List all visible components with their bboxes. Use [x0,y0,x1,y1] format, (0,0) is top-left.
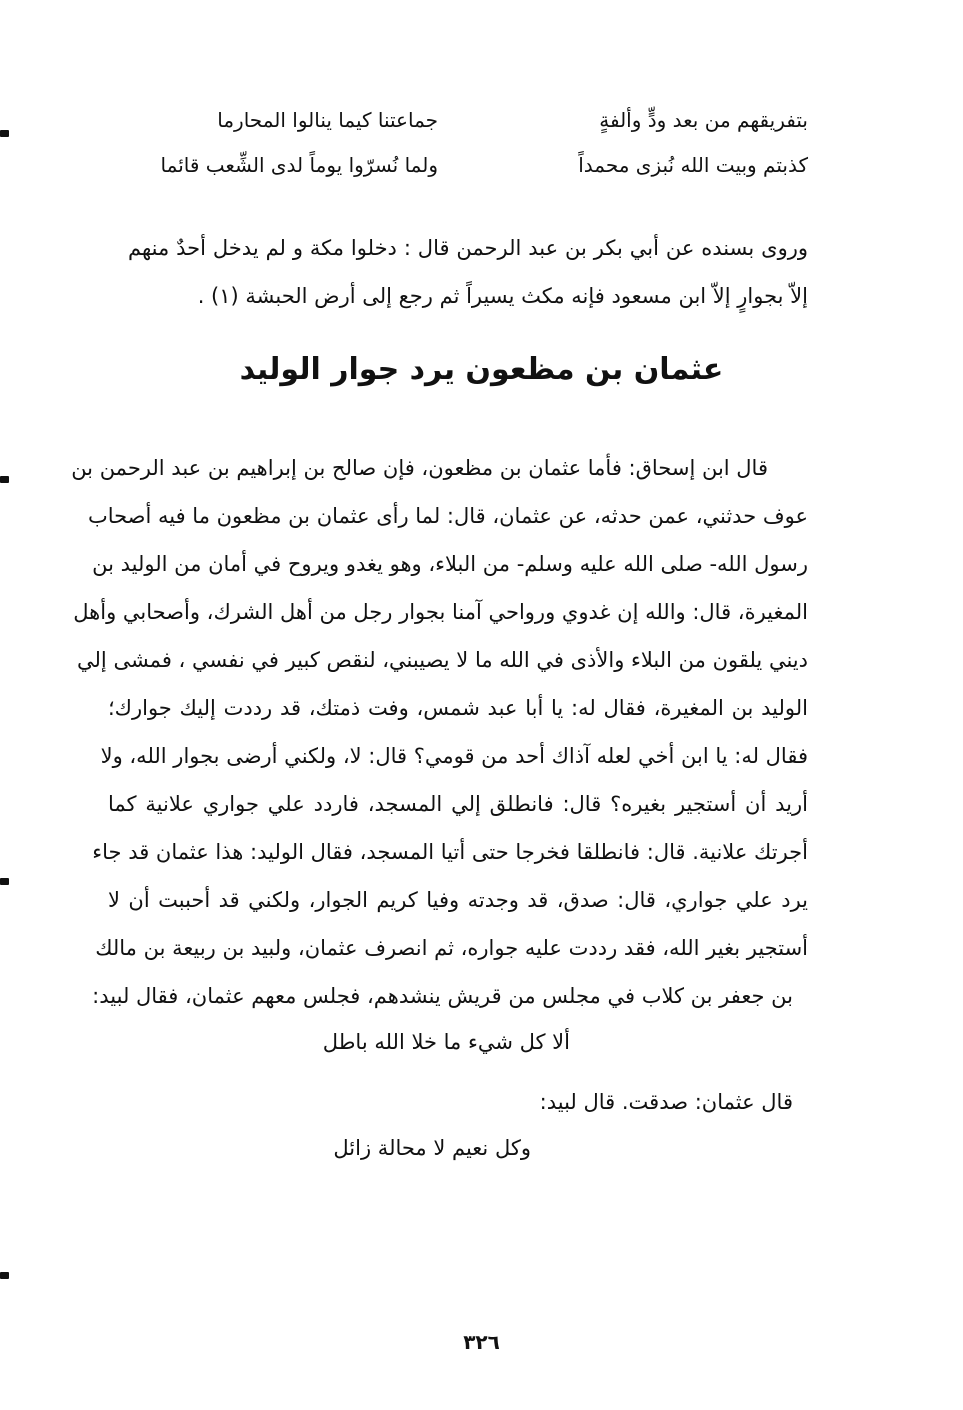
poem-verse-2-right: كذبتم وبيت الله نُبزى محمداً [578,153,808,177]
othman-reply: قال عثمان: صدقت. قال لبيد: [539,1090,793,1114]
body-line: عوف حدثني، عمن حدثه، عن عثمان، قال: لما رأى عثمان بن مظعون ما فيه أصحاب [87,504,808,528]
section-heading: عثمان بن مظعون يرد جوار الوليد [239,352,724,387]
quoted-verse-two: وكل نعيم لا محالة زائل [333,1136,531,1160]
body-line: يرد علي جواري، قال: صدق، قد وجدته وفيا كريم الجوار، ولكني قد أحببت أن لا [108,888,808,912]
margin-mark [0,1272,9,1279]
poem-verse-1-right: بتفريقهم من بعد ودٍّ وألفةٍ [599,108,808,132]
page-number: ٣٢٦ [463,1330,500,1354]
body-line: أستجير بغير الله، فقد رددت عليه جواره، ثم انصرف عثمان، ولبيد بن ربيعة بن مالك [95,936,808,960]
poem-verse-2-left: ولما نُسرّوا يوماً لدى الشِّعب قائما [160,153,438,177]
body-line: بن جعفر بن كلاب في مجلس من قريش ينشدهم، فجلس معهم عثمان، فقال لبيد: [92,984,793,1008]
margin-mark [0,878,9,885]
body-line: أجرتك علانية. قال: فانطلقا فخرجا حتى أتيا المسجد، فقال الوليد: هذا عثمان قد جاء [92,840,808,864]
body-line: أريد أن أستجير بغيره؟ قال: فانطلق إلي المسجد، فاردد علي جواري علانية كما [108,792,808,816]
body-line: المغيرة، قال: والله إن غدوي ورواحي آمنا بجوار رجل من أهل الشرك، وأصحابي وأهل [73,600,808,624]
narration-line-1: وروى بسنده عن أبي بكر بن عبد الرحمن قال : دخلوا مكة و لم يدخل أحدٌ منهم [128,236,808,260]
margin-mark [0,130,9,137]
body-line: الوليد بن المغيرة، فقال له: يا أبا عبد شمس، وفت ذمتك، قد رددت إليك جوارك؛ [108,696,808,720]
body-line: قال ابن إسحاق: فأما عثمان بن مظعون، فإن صالح بن إبراهيم بن عبد الرحمن بن [71,456,768,480]
body-line: فقال له: يا ابن أخي لعله آذاك أحد من قومي؟ قال: لا، ولكني أرضى بجوار الله، ولا [100,744,808,768]
quoted-verse-one: ألا كل شيء ما خلا الله باطل [322,1030,570,1054]
body-line: رسول الله- صلى الله عليه وسلم- من البلاء، وهو يغدو ويروح في أمان من الوليد بن [92,552,808,576]
narration-line-2: إلاّ بجوارٍ إلاّ ابن مسعود فإنه مكث يسيراً ثم رجع إلى أرض الحبشة (١) . [197,284,808,308]
poem-verse-1-left: جماعتنا كيما ينالوا المحارما [217,108,438,132]
body-line: ديني يلقون من البلاء والأذى في الله ما لا يصيبني، لنقص كبير في نفسي ، فمشى إلي [77,648,808,672]
margin-mark [0,476,9,483]
